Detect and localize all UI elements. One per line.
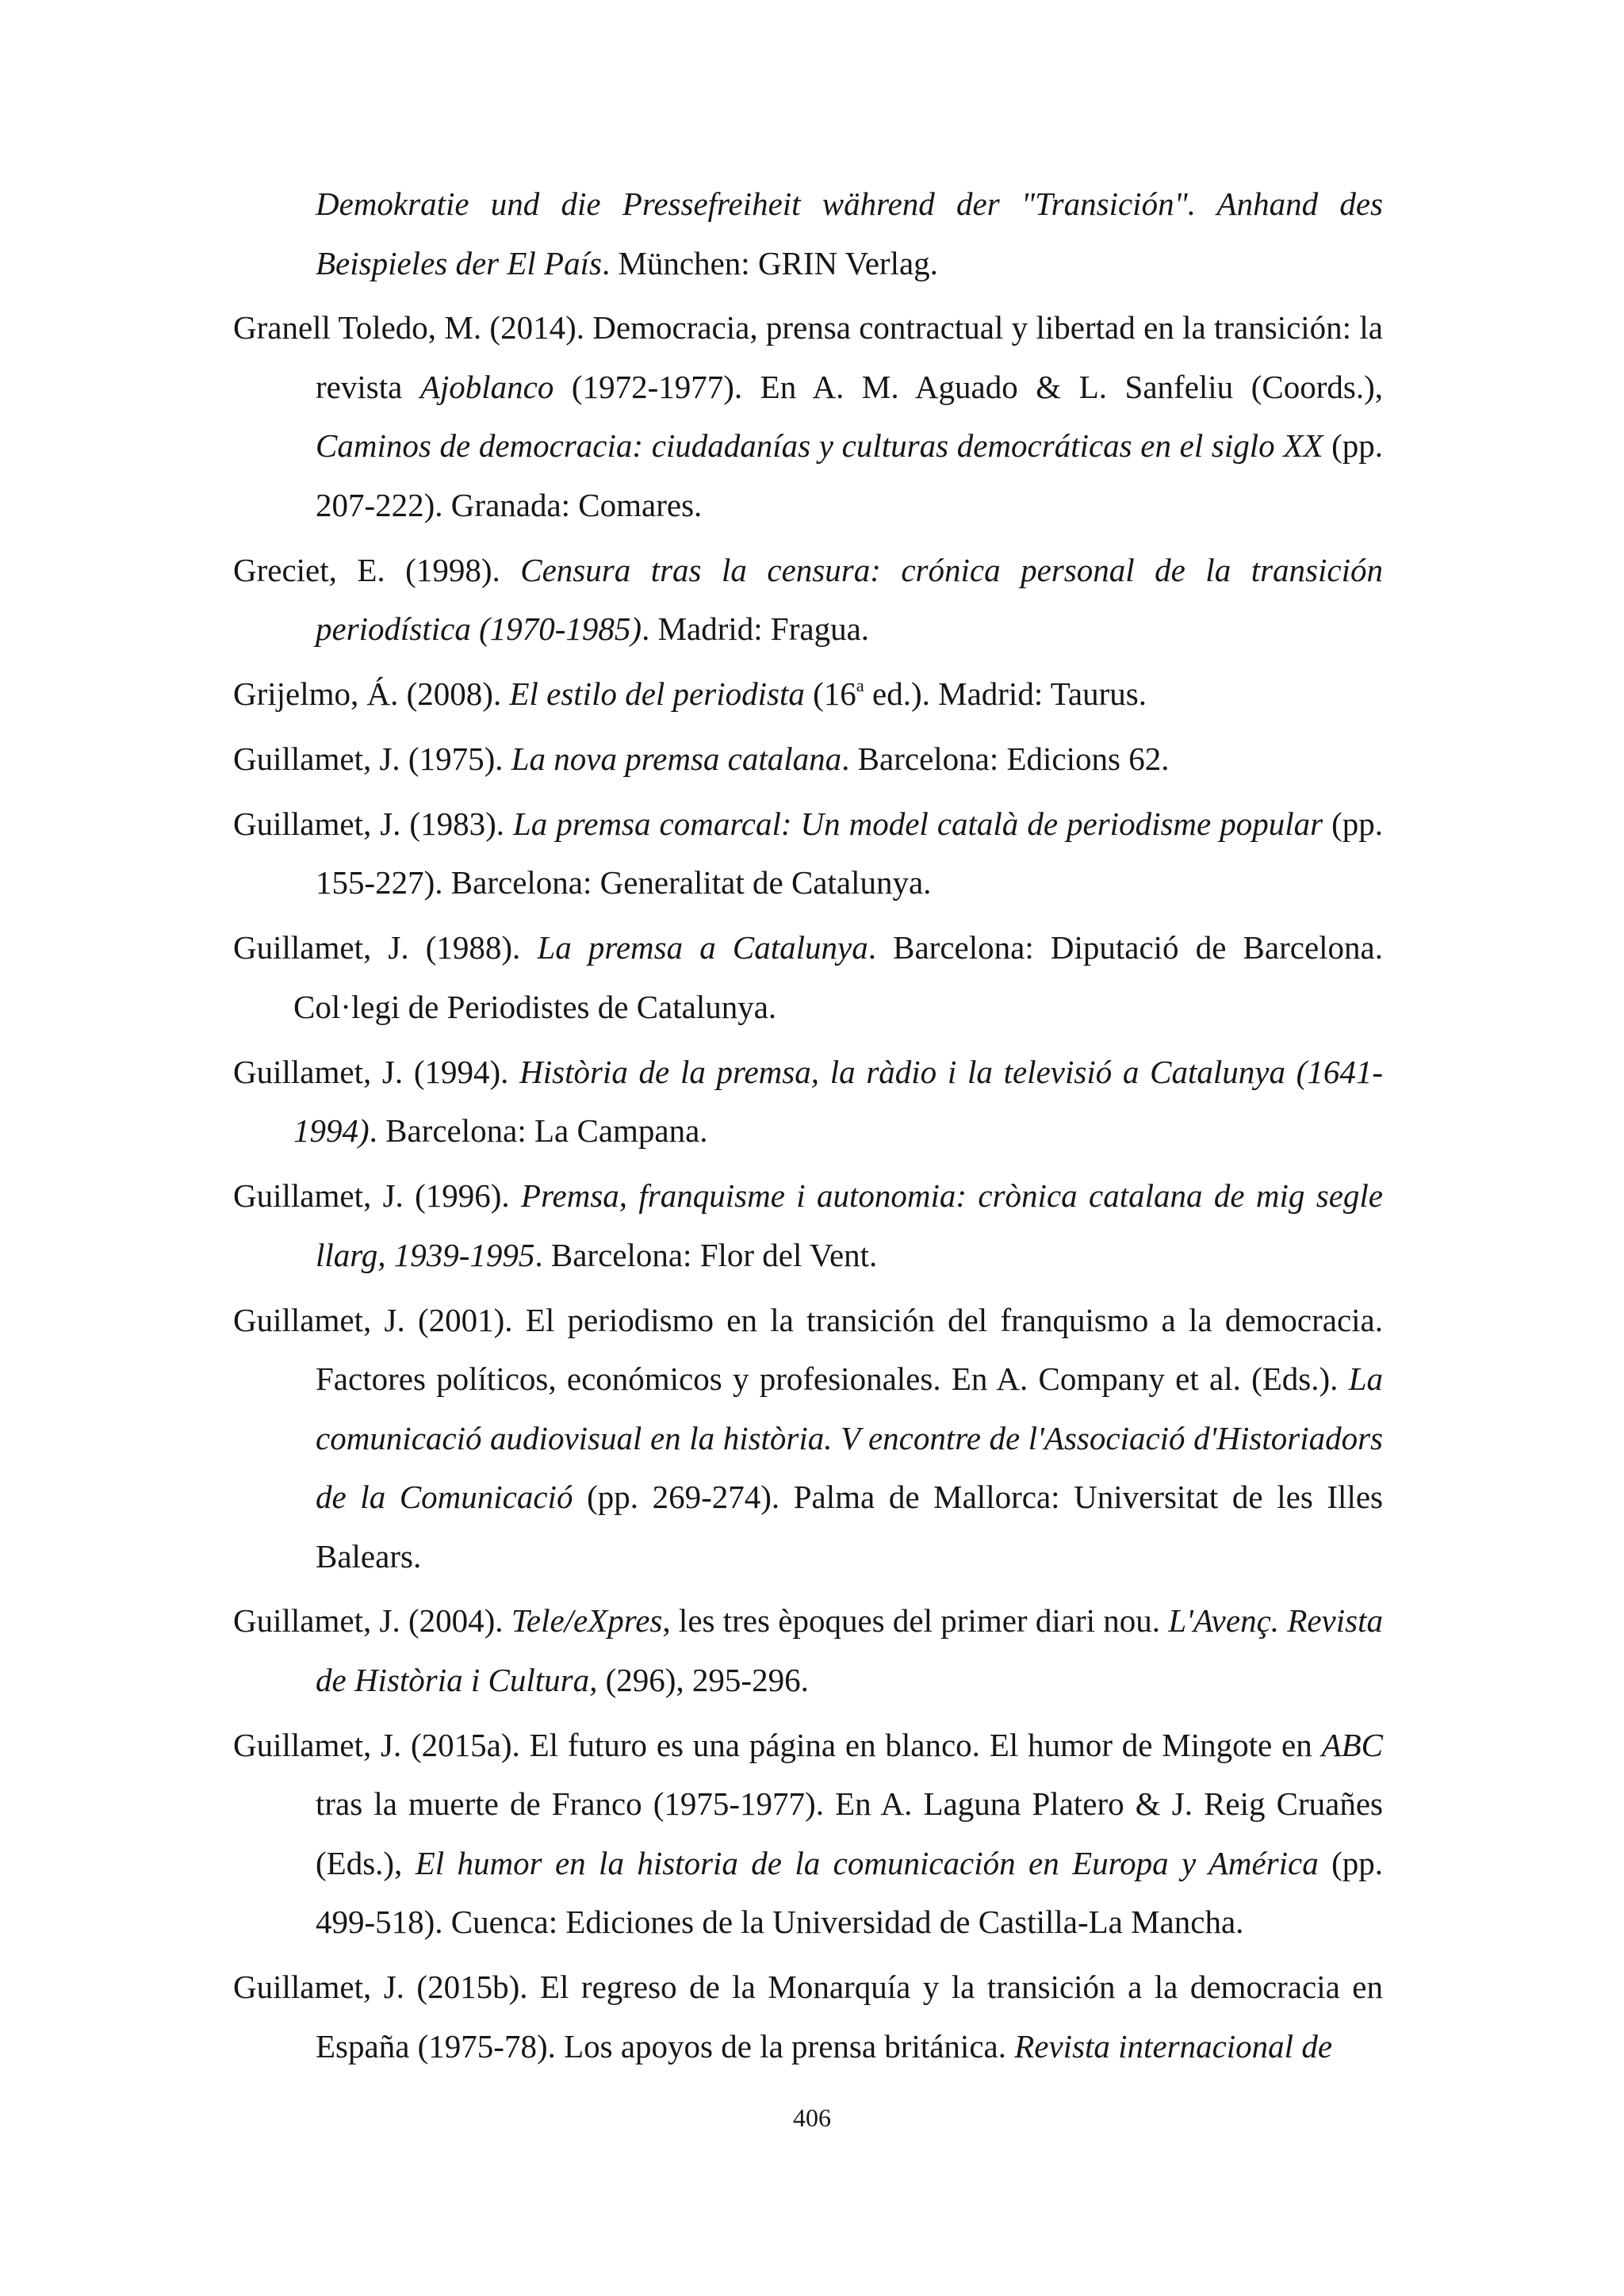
reference-entry-continued: Demokratie und die Pressefreiheit während der "Transición". Anhand des Beispieles der El País. München: GRIN Verlag.	[316, 186, 1383, 281]
reference-list	[233, 174, 1383, 2082]
reference-entry: Greciet, E. (1998). Censura tras la censura: crónica personal de la transición periodística (1970-1985). Madrid: Fragua.	[233, 551, 1383, 648]
reference-entry: Grijelmo, Á. (2008). El estilo del periodista (16$^a$ ed.). Madrid: Taurus.	[233, 675, 1147, 713]
reference-entry: Guillamet, J. (1975). La nova premsa catalana. Barcelona: Edicions 62.	[233, 740, 1170, 778]
reference-entry: Guillamet, J. (2015a). El futuro es una página en blanco. El humor de Mingote en ABC tras la muerte de Franco (1975-1977). En A. Laguna Platero & J. Reig Cruañes (Eds.), El humor en la historia de la comunicación en Europa y América (pp. 499-518). Cuenca: Ediciones de la Universidad de Castilla-La Mancha.	[233, 1726, 1384, 1941]
reference-entry: Guillamet, J. (1988). La premsa a Catalunya. Barcelona: Diputació de Barcelona. Col·legi de Periodistes de Catalunya.	[233, 929, 1383, 1025]
page-number: 406	[793, 2103, 831, 2132]
reference-entry: Guillamet, J. (1994). Història de la premsa, la ràdio i la televisió a Catalunya (1641-1994). Barcelona: La Campana.	[233, 1053, 1383, 1150]
reference-entry: Guillamet, J. (2015b). El regreso de la Monarquía y la transición a la democracia en España (1975-78). Los apoyos de la prensa británica. Revista internacional de	[233, 1969, 1383, 2064]
reference-entry: Granell Toledo, M. (2014). Democracia, prensa contractual y libertad en la transición: la revista Ajoblanco (1972-1977). En A. M. Aguado & L. Sanfeliu (Coords.), Caminos de democracia: ciudadanías y culturas democráticas en el siglo XX (pp. 207-222). Granada: Comares.	[233, 309, 1383, 523]
reference-entry: Guillamet, J. (1996). Premsa, franquisme i autonomia: crònica catalana de mig segle llarg, 1939-1995. Barcelona: Flor del Vent.	[233, 1177, 1383, 1273]
reference-entry: Guillamet, J. (2001). El periodismo en la transición del franquismo a la democracia. Factores políticos, económicos y profesionales. En A. Company et al. (Eds.). La comunicació audiovisual en la història. V encontre de l'Associació d'Historiadors de la Comunicació (pp. 269-274). Palma de Mallorca: Universitat de les Illes Balears.	[233, 1301, 1383, 1575]
reference-entry: Guillamet, J. (1983). La premsa comarcal: Un model català de periodisme popular (pp. 155-227). Barcelona: Generalitat de Catalunya.	[233, 805, 1383, 901]
reference-entry: Guillamet, J. (2004). Tele/eXpres, les tres èpoques del primer diari nou. L'Avenç. Revista de Història i Cultura, (296), 295-296.	[233, 1602, 1383, 1698]
